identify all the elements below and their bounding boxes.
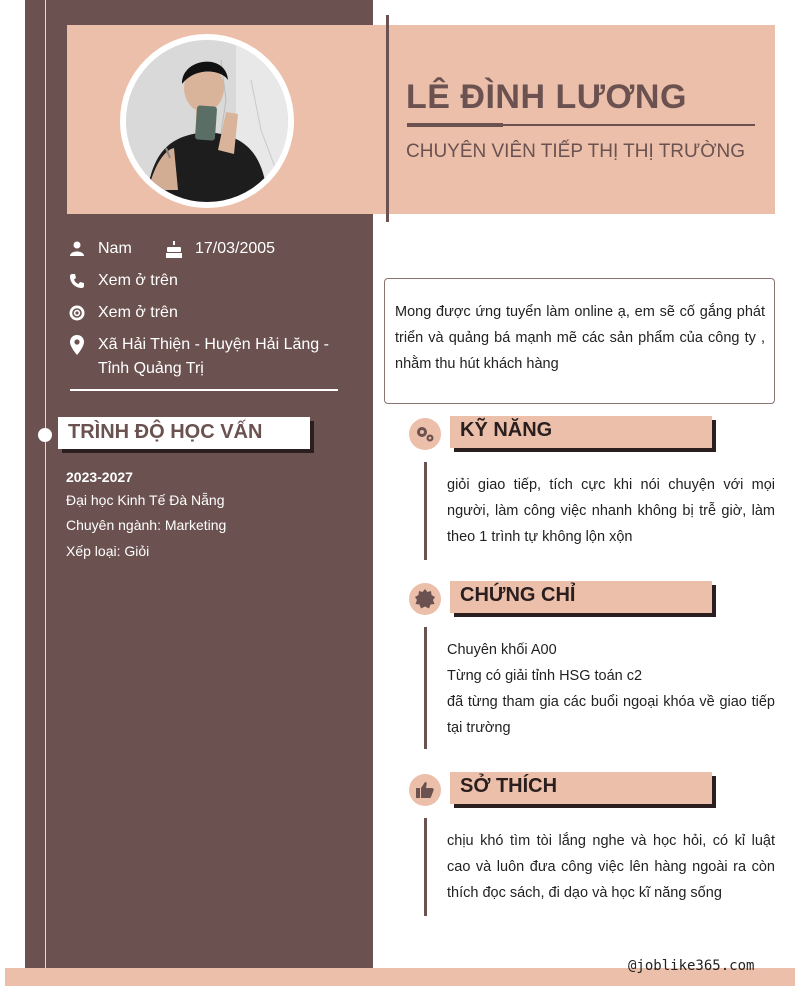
certificate-item: Chuyên khối A00 [447,642,557,658]
certificate-item: đã từng tham gia các buổi ngoại khóa về giao tiếp tại trường [447,694,775,736]
user-icon [66,237,88,261]
section-marker-dot [38,428,52,442]
skills-bar [424,462,427,560]
hobbies-title: SỞ THÍCH [460,775,558,797]
certificate-item: Từng có giải tỉnh HSG toán c2 [447,668,643,684]
header-divider [386,15,389,222]
candidate-name: LÊ ĐÌNH LƯƠNG [406,78,687,116]
address-row [66,333,346,381]
education-years: 2023-2027 [66,469,133,485]
phone-row [66,269,178,293]
education-school: Đại học Kinh Tế Đà Nẵng [66,492,225,508]
at-icon [66,301,88,325]
name-underline-accent [407,123,503,127]
sidebar-guide-line [45,0,46,986]
job-title: CHUYÊN VIÊN TIẾP THỊ THỊ TRƯỜNG [406,141,746,162]
gears-icon [409,418,441,450]
skills-text: giỏi giao tiếp, tích cực khi nói chuyện với mọi người, làm công việc nhanh không bị trễ giờ, làm theo 1 trình tự không lộn xộn [447,477,775,545]
badge-icon [409,583,441,615]
address-value: Xã Hải Thiện - Huyện Hải Lăng - Tỉnh Quảng Trị [98,336,329,377]
education-title: TRÌNH ĐỘ HỌC VẤN [68,421,263,443]
contact-divider [70,389,338,391]
education-header [58,417,310,449]
birthday-row [163,237,275,261]
cake-icon [163,237,185,261]
certificates-header [450,581,712,613]
certificates-title: CHỨNG CHỈ [460,584,576,606]
thumbs-up-icon [409,774,441,806]
birthday-value: 17/03/2005 [195,240,276,257]
career-objective-text: Mong được ứng tuyển làm online ạ, em sẽ cố gắng phát triển và quảng bá mạnh mẽ các sản phẩm của công ty , nhằm thu hút khách hàng [395,304,765,372]
email-row [66,301,178,325]
education-grade: Xếp loại: Giỏi [66,543,150,559]
gender-row [66,237,132,261]
gender-value: Nam [98,240,132,257]
email-value: Xem ở trên [98,304,178,321]
phone-value: Xem ở trên [98,272,178,289]
phone-icon [66,269,88,293]
watermark: @joblike365.com [628,958,755,974]
career-objective-box [384,278,775,404]
certificates-bar [424,627,427,749]
hobbies-header [450,772,712,804]
skills-title: KỸ NĂNG [460,419,553,441]
skills-header [450,416,712,448]
education-major: Chuyên ngành: Marketing [66,517,227,533]
avatar-photo [126,40,288,202]
map-pin-icon [66,333,88,357]
certificates-list [447,637,775,741]
avatar [126,40,288,202]
hobbies-text: chịu khó tìm tòi lắng nghe và học hỏi, có kỉ luật cao và luôn đưa công việc lên hàng ngoài ra còn thích đọc sách, đi dạo và học kĩ năng sống [447,833,775,901]
hobbies-bar [424,818,427,916]
